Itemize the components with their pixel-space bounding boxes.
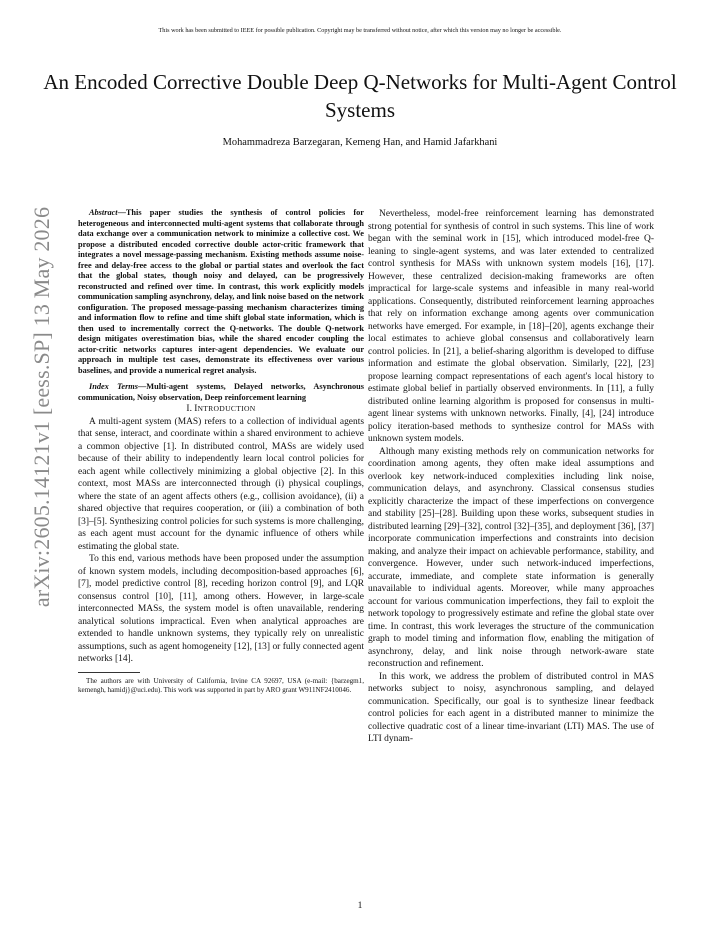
abstract-label: Abstract — [89, 208, 118, 217]
body-paragraph: To this end, various methods have been proposed under the assumption of known system models, including decomposition-based approaches [6], [7], model predictive control [8], receding horizon control [9], and LQR consensus control [10], [11], among others. However, in large-scale interconnected MASs, the system model is often unavailable, rendering analytical solutions impractical. Even when analytical approaches are extended to handle unknown systems, they typically rely on unrealistic assumptions, such as agent homogeneity [12], [13] or fully connected agent networks [14]. — [78, 554, 364, 664]
submission-notice: This work has been submitted to IEEE for possible publication. Copyright may be transferred without notice, after which this version may no longer be accessible. — [158, 27, 562, 34]
section-name: NTRODUCTION — [197, 404, 256, 413]
arxiv-identifier-stamp: arXiv:2605.14121v1 [eess.SP] 13 May 2026 — [29, 206, 54, 608]
footnote-divider — [78, 672, 140, 673]
abstract — [78, 208, 364, 376]
body-paragraph: Nevertheless, model-free reinforcement learning has demonstrated strong potential for synthesis of control in such systems. This line of work began with the seminal work in [15], which introduced model-free Q-leaning to single-agent systems, and was later extended to centralized control synthesis for MASs with unknown system models [16], [17]. However, these centralized decision-making frameworks are often impractical for large-scale systems and infeasible in many real-world applications. Consequently, distributed reinforcement learning approaches that rely on information exchange among agents over communication networks have emerged. For example, in [18]–[20], agents exchange their local estimates to achieve global consensus and collaboratively learn control policies. In [21], a belief-sharing algorithm is developed to diffuse information and estimate the global observation. Similarly, [22], [23] propose learning compact representations of each agent's local history to estimate global belief in partially observed environments. In [11], a fully distributed online learning algorithm is proposed for consensus in multi-agent linear systems with unknown networks. Finally, [4], [24] introduce policy iteration-based methods to synthesize control for MASs with unknown system models. — [368, 209, 654, 444]
index-terms-text: —Multi-agent systems, Delayed networks, Asynchronous communication, Noisy observation, Deep reinforcement learning — [78, 382, 365, 402]
body-paragraph: Although many existing methods rely on communication networks for coordination among agents, they often make ideal assumptions and overlook key network-induced complexities including link noise, communication delays, and asynchrony. Classical consensus studies explicitly characterize the impact of these imperfections on convergence and stability [25]–[28]. Building upon these works, subsequent studies in distributed learning [29]–[32], control [32]–[35], and deployment [36], [37] incorporate communication imperfections and constraints into decision making, and analyze their impact on achievable performance, stability, and convergence. However, under such network-induced imperfections, accurate, immediate, and complete state information is generally unavailable to individual agents. Moreover, while many approaches account for various communication imperfections, they fail to exploit the network topology to progressively estimate and refine the global state over time. In contrast, this work leverages the structure of the communication graph to model timing and information flow, enabling the mitigation of asynchrony, delay, and link noise through network-aware state reconstruction and refinement. — [368, 446, 654, 669]
left-column — [78, 208, 364, 695]
index-terms — [78, 382, 364, 403]
paper-title: An Encoded Corrective Double Deep Q-Networks for Multi-Agent Control Systems — [43, 70, 677, 122]
author-list: Mohammadreza Barzegaran, Kemeng Han, and Hamid Jafarkhani — [222, 137, 498, 148]
body-paragraph: In this work, we address the problem of distributed control in MAS networks subject to noisy, asynchronous sampling, and delayed communication. Specifically, our goal is to synthesize linear feedback control policies for each agent in a distributed manner to minimize the collective quadratic cost of a linear time-invariant (LTI) MAS. The use of LTI dynam- — [368, 671, 654, 744]
author-footnote: The authors are with University of California, Irvine CA 92697, USA (e-mail: {barzegm1, kemengh, hamidj}@uci.edu). This work was supported in part by ARO grant W911NF2410046. — [78, 676, 364, 694]
section-heading-introduction — [78, 403, 364, 416]
abstract-text: —This paper studies the synthesis of control policies for heterogeneous and interconnected multi-agent systems that collaborate through data exchange over a communication network to minimize a collective cost. We propose a distributed encoded corrective double actor-critic framework that integrates a novel message-passing mechanism. Existing methods assume noise-free and delay-free access to the global or partial states and overlook the fact that the global states, though noisy and delayed, can be progressively reconstructed and refined over time. In contrast, this work explicitly models communication sampling asynchrony, delay, and link noise based on the network configuration. The proposed message-passing mechanism characterizes timing and information flow to refine and time shift global state information, which is then used to incrementally correct the Q-networks. The double Q-network design mitigates overestimation bias, while the shared encoder coupling the actor-critic networks captures inter-agent dependencies. We evaluate our approach in multiple test cases, demonstrate its effectiveness over various baselines, and provide a numerical regret analysis. — [78, 208, 364, 375]
index-terms-label: Index Terms — [89, 382, 138, 391]
body-paragraph: A multi-agent system (MAS) refers to a collection of individual agents that sense, interact, and coordinate within a shared environment to achieve a common objective [1]. In distributed control, MASs are widely used because of their ability to independently learn local control policies for each agent while collectively minimizing a global objective [2]. In this context, most MASs are interconnected through (i) physical couplings, where the state of an agent affects others (e.g., collision avoidance), (ii) a shared objective that requires cooperation, or (iii) a combination of both [3]–[5]. Synthesizing control policies for such systems is more challenging, as each agent must account for the dynamic influence of others while estimating the global state. — [78, 416, 364, 552]
page-number: 1 — [357, 901, 363, 911]
right-column — [368, 208, 654, 746]
section-numeral: I. I — [186, 404, 198, 414]
